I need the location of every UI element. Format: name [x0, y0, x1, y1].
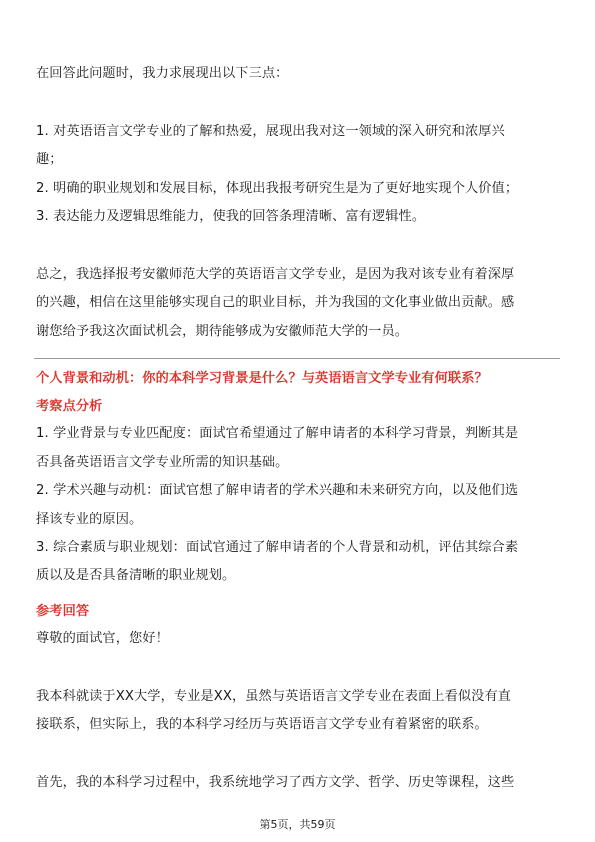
answer-heading: 参考回答 [36, 604, 90, 619]
intro-point-1-cont: 趣； [36, 152, 63, 167]
page-number: 第5页，共59页 [259, 818, 336, 831]
question-title: 个人背景和动机：你的本科学习背景是什么？与英语语言文学专业有何联系？ [36, 371, 488, 386]
analysis-heading: 考察点分析 [36, 399, 103, 414]
answer-para1-line-2: 接联系，但实际上，我的本科学习经历与英语语言文学专业有着紧密的联系。 [36, 717, 488, 732]
analysis-line-1: 1. 学业背景与专业匹配度：面试官希望通过了解申请者的本科学习背景，判断其是 [36, 426, 519, 441]
intro-lead: 在回答此问题时，我力求展现出以下三点： [36, 66, 289, 81]
summary-line-2: 的兴趣，相信在这里能够实现自己的职业目标，并为我国的文化事业做出贡献。感 [36, 295, 515, 310]
intro-point-1: 1. 对英语语言文学专业的了解和热爱，展现出我对这一领域的深入研究和浓厚兴 [36, 124, 505, 139]
analysis-line-3: 2. 学术兴趣与动机：面试官想了解申请者的学术兴趣和未来研究方向，以及他们选 [36, 483, 519, 498]
answer-para1-line-1: 我本科就读于XX大学，专业是XX，虽然与英语语言文学专业在表面上看似没有直 [36, 689, 512, 704]
answer-para2-line-1: 首先，我的本科学习过程中，我系统地学习了西方文学、哲学、历史等课程，这些 [36, 775, 515, 790]
analysis-line-2: 否具备英语语言文学专业所需的知识基础。 [36, 455, 289, 470]
intro-point-3: 3. 表达能力及逻辑思维能力，使我的回答条理清晰、富有逻辑性。 [36, 209, 426, 224]
analysis-line-4: 择该专业的原因。 [36, 512, 143, 527]
analysis-line-6: 质以及是否具备清晰的职业规划。 [36, 568, 236, 583]
summary-line-1: 总之，我选择报考安徽师范大学的英语语言文学专业，是因为我对该专业有着深厚 [36, 267, 515, 282]
summary-line-3: 谢您给予我这次面试机会，期待能够成为安徽师范大学的一员。 [36, 324, 409, 339]
answer-greeting: 尊敬的面试官，您好！ [36, 631, 169, 646]
section-divider [34, 358, 560, 359]
analysis-line-5: 3. 综合素质与职业规划：面试官通过了解申请者的个人背景和动机，评估其综合素 [36, 540, 519, 555]
intro-point-2: 2. 明确的职业规划和发展目标，体现出我报考研究生是为了更好地实现个人价值； [36, 181, 519, 196]
